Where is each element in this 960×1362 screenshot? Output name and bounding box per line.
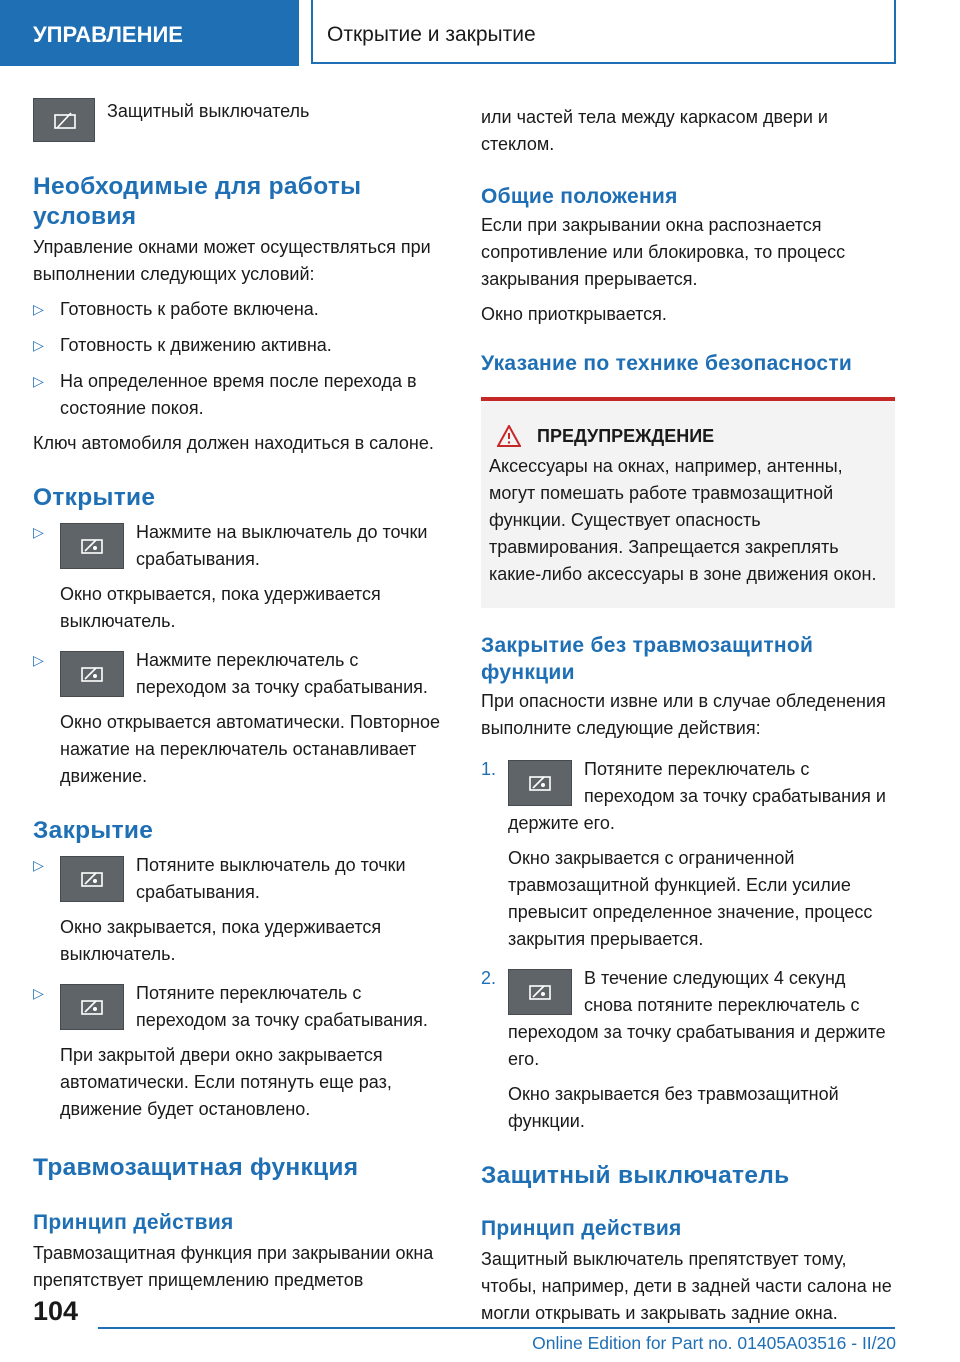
warning-box <box>481 397 895 608</box>
page-number: 104 <box>33 1296 79 1326</box>
steps-list <box>481 756 895 1135</box>
window-switch-icon <box>60 651 124 697</box>
conditions-list <box>33 296 445 422</box>
heading-close: Закрытие <box>33 817 154 844</box>
heading-principle-2: Принцип действия <box>481 1217 682 1240</box>
bullet-triangle-icon: ▷ <box>33 373 44 389</box>
bullet-triangle-icon: ▷ <box>33 524 44 540</box>
bullet-triangle-icon: ▷ <box>33 857 44 873</box>
list-item: ▷ Нажмите на выключатель до точки срабатывания. Окно открывается, пока удерживается выключатель. <box>33 519 445 635</box>
window-switch-icon <box>60 984 124 1030</box>
heading-general: Общие положения <box>481 185 678 208</box>
close-list <box>33 852 445 1123</box>
list-item: 1. Потяните переключатель с переходом за точку срабатывания и держите его. Окно закрывается с ограниченной травмозащитной функцией. Если усилие превысит определенное значение, процесс закрытия прерывается. <box>481 756 895 953</box>
right-column <box>481 104 895 1327</box>
page-header <box>0 0 960 66</box>
without-text: При опасности извне или в случае обледенения выполните следующие действия: <box>481 691 886 738</box>
continued-text: или частей тела между каркасом двери и стеклом. <box>481 107 828 154</box>
warning-triangle-icon <box>497 425 521 447</box>
list-item: 2. В течение следующих 4 секунд снова потяните переключатель с переходом за точку срабатывания и держите его. Окно закрывается без травмозащитной функции. <box>481 965 895 1135</box>
step-number: 2. <box>481 968 497 988</box>
principle-text: Травмозащитная функция при закрывании окна препятствует прищемлению предметов <box>33 1243 434 1290</box>
window-lock-switch-icon <box>33 98 95 142</box>
conditions-text: Управление окнами может осуществляться при выполнении следующих условий: <box>33 237 431 284</box>
intro-label: Защитный выключатель <box>107 101 310 121</box>
list-item: ▷ Потяните переключатель с переходом за точку срабатывания. При закрытой двери окно закрывается автоматически. Если потянуть еще раз, движение будет остановлено. <box>33 980 445 1123</box>
edition-text: Online Edition for Part no. 01405A03516 - II/20 <box>532 1333 896 1353</box>
subsection-tab: Открытие и закрытие <box>311 0 896 64</box>
window-switch-icon <box>508 969 572 1015</box>
heading-conditions: Необходимые для работы условия <box>33 173 362 230</box>
list-item: ▷ Нажмите переключатель с переходом за точку срабатывания. Окно открывается автоматически. Повторное нажатие на переключатель останавливает движение. <box>33 647 445 790</box>
warning-title: ПРЕДУПРЕЖДЕНИЕ <box>489 425 883 447</box>
bullet-triangle-icon: ▷ <box>33 301 44 317</box>
heading-principle: Принцип действия <box>33 1211 234 1234</box>
window-switch-icon <box>60 523 124 569</box>
heading-antitrap: Травмозащитная функция <box>33 1154 359 1181</box>
heading-safety: Указание по технике безопасности <box>481 352 853 375</box>
step-number: 1. <box>481 759 497 779</box>
list-item: ▷ На определенное время после перехода в состояние покоя. <box>33 368 445 422</box>
heading-safety-switch: Защитный выключатель <box>481 1162 790 1189</box>
footer-divider <box>98 1327 895 1329</box>
list-item: ▷ Готовность к работе включена. <box>33 296 445 323</box>
open-list <box>33 519 445 790</box>
list-item: ▷ Готовность к движению активна. <box>33 332 445 359</box>
general-text: Если при закрывании окна распознается сопротивление или блокировка, то процесс закрывания прерывается. <box>481 215 846 289</box>
safety-switch-intro <box>33 98 445 142</box>
window-switch-icon <box>60 856 124 902</box>
bullet-triangle-icon: ▷ <box>33 652 44 668</box>
heading-open: Открытие <box>33 484 156 511</box>
left-column <box>33 98 445 1294</box>
list-item: ▷ Потяните выключатель до точки срабатывания. Окно закрывается, пока удерживается выключатель. <box>33 852 445 968</box>
general-text-2: Окно приоткрывается. <box>481 304 667 324</box>
window-switch-icon <box>508 760 572 806</box>
warning-text: Аксессуары на окнах, например, антенны, могут помешать работе травмозащитной функции. Существует опасность травмирования. Запрещается закреплять какие-либо аксессуары в зоне движения окон. <box>489 456 877 584</box>
principle2-text: Защитный выключатель препятствует тому, чтобы, например, дети в задней части салона не могли открывать и закрывать задние окна. <box>481 1249 892 1323</box>
heading-without-antitrap: Закрытие без травмозащитной функции <box>481 634 814 684</box>
bullet-triangle-icon: ▷ <box>33 985 44 1001</box>
bullet-triangle-icon: ▷ <box>33 337 44 353</box>
section-tab: УПРАВЛЕНИЕ <box>0 0 299 66</box>
key-note: Ключ автомобиля должен находиться в салоне. <box>33 433 434 453</box>
